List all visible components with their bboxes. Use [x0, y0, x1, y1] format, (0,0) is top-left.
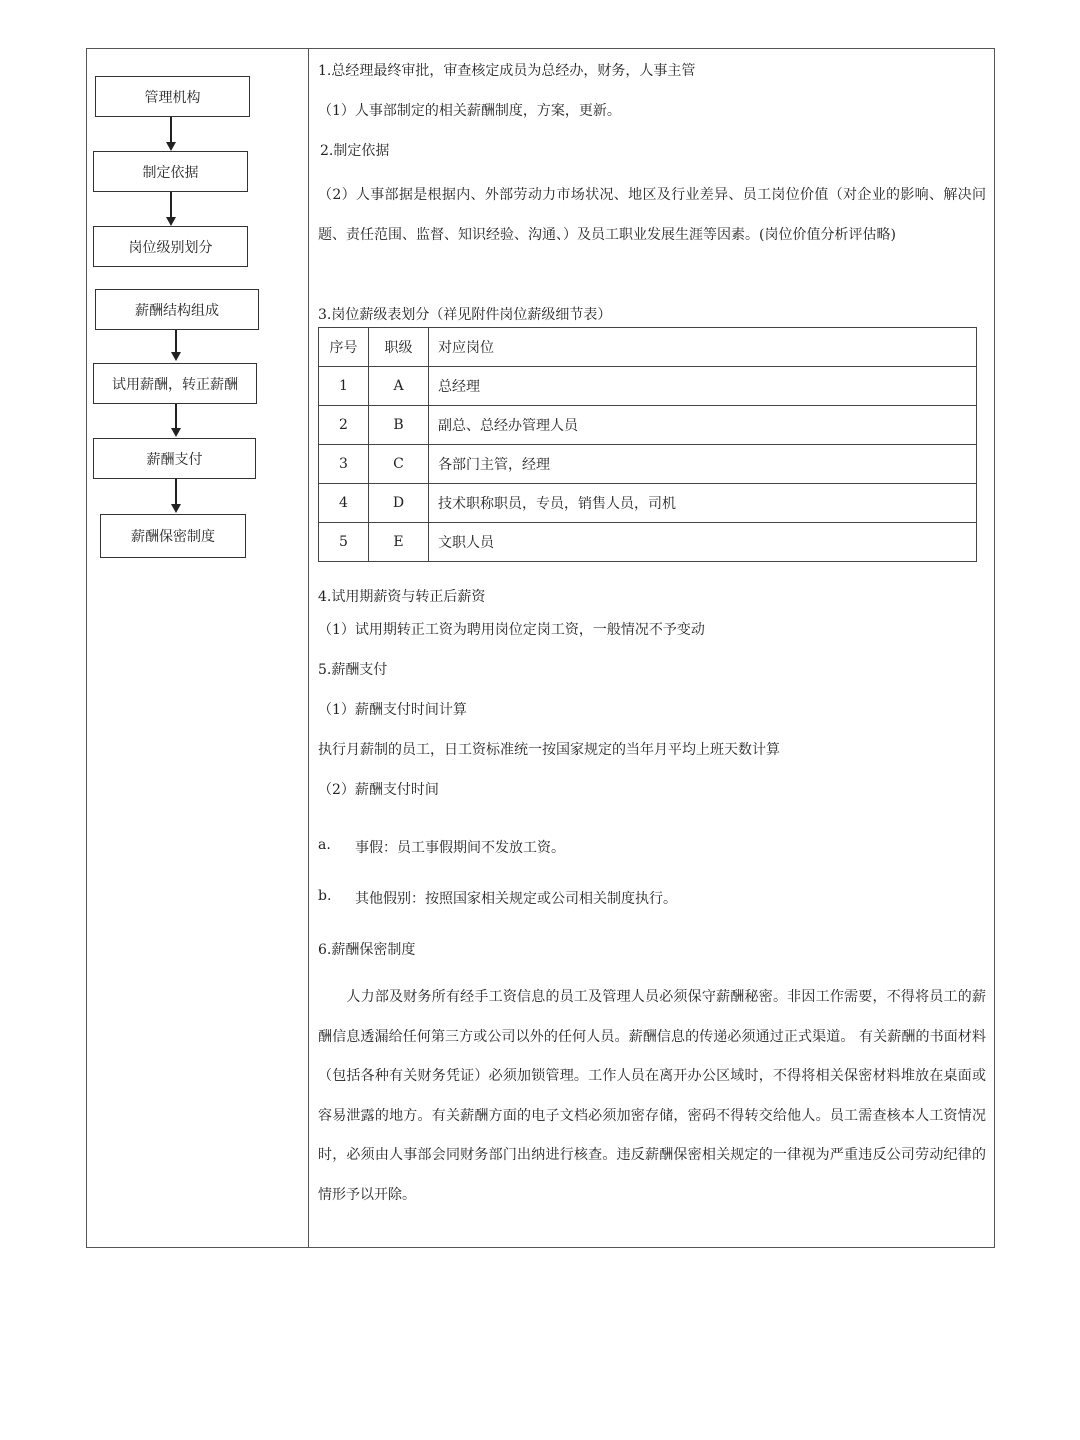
flow-step-confidential: 薪酬保密制度 [100, 514, 246, 558]
table-header-row [319, 328, 977, 367]
table-cell: 5 [319, 523, 369, 562]
table-cell: 总经理 [429, 367, 977, 406]
section-2-heading: 2.制定依据 [320, 143, 390, 159]
table-header-cell: 对应岗位 [429, 328, 977, 367]
table-cell: C [369, 445, 429, 484]
flow-step-probation: 试用薪酬，转正薪酬 [93, 363, 257, 404]
arrow-down-icon [166, 142, 176, 151]
section-5-line-1: （1）薪酬支付时间计算 [318, 702, 467, 718]
flow-step-basis: 制定依据 [93, 151, 248, 192]
table-header-cell: 序号 [319, 328, 369, 367]
section-4-heading: 4.试用期薪资与转正后薪资 [318, 589, 486, 605]
section-6-paragraph: 人力部及财务所有经手工资信息的员工及管理人员必须保守薪酬秘密。非因工作需要，不得将员工的薪酬信息透漏给任何第三方或公司以外的任何人员。薪酬信息的传递必须通过正式渠道。 有关薪酬的书面材料（包括各种有关财务凭证）必须加锁管理。工作人员在离开办公区域时，不得将相关保密材料堆放在桌面或容易泄露的地方。有关薪酬方面的电子文档必须加密存储，密码不得转交给他人。员工需查核本人工资情况时，必须由人事部会同财务部门出纳进行核查。违反薪酬保密相关规定的一律视为严重违反公司劳动纪律的情形予以开除。 [318, 989, 986, 1203]
table-row [319, 445, 977, 484]
section-5-line-2: 执行月薪制的员工，日工资标准统一按国家规定的当年月平均上班天数计算 [318, 742, 780, 758]
table-cell: 技术职称职员，专员，销售人员，司机 [429, 484, 977, 523]
flow-step-level: 岗位级别划分 [93, 226, 248, 267]
list-item-a-text: 事假：员工事假期间不发放工资。 [355, 840, 565, 856]
section-1-line: 1.总经理最终审批，审查核定成员为总经办，财务，人事主管 [318, 63, 696, 79]
table-row [319, 406, 977, 445]
flow-step-structure: 薪酬结构组成 [95, 289, 259, 330]
list-item-b-text: 其他假别：按照国家相关规定或公司相关制度执行。 [355, 891, 677, 907]
table-cell: 文职人员 [429, 523, 977, 562]
table-cell: 各部门主管，经理 [429, 445, 977, 484]
flow-arrow-line [170, 192, 172, 219]
section-2-paragraph: （2）人事部据是根据内、外部劳动力市场状况、地区及行业差异、员工岗位价值（对企业的影响、解决问题、责任范围、监督、知识经验、沟通、）及员工职业发展生涯等因素。(岗位价值分析评估略) [318, 187, 986, 243]
flow-arrow-line [170, 117, 172, 144]
section-4-line: （1）试用期转正工资为聘用岗位定岗工资，一般情况不予变动 [318, 622, 705, 638]
flow-step-payment: 薪酬支付 [93, 438, 256, 479]
table-row [319, 367, 977, 406]
flow-step-management: 管理机构 [95, 76, 250, 117]
table-cell: 3 [319, 445, 369, 484]
section-1-subline: （1）人事部制定的相关薪酬制度，方案，更新。 [318, 103, 621, 119]
list-item-a-marker: a. [318, 837, 331, 853]
table-cell: B [369, 406, 429, 445]
table-cell: 1 [319, 367, 369, 406]
section-3-heading: 3.岗位薪级表划分（祥见附件岗位薪级细节表） [318, 307, 612, 323]
arrow-down-icon [171, 352, 181, 361]
table-cell: 4 [319, 484, 369, 523]
table-cell: 副总、总经办管理人员 [429, 406, 977, 445]
arrow-down-icon [171, 504, 181, 513]
table-cell: A [369, 367, 429, 406]
arrow-down-icon [166, 217, 176, 226]
flow-arrow-line [175, 404, 177, 430]
flow-arrow-line [175, 330, 177, 354]
section-6-heading: 6.薪酬保密制度 [318, 942, 416, 958]
list-item-b-marker: b. [318, 888, 332, 904]
level-table [318, 327, 977, 562]
section-5-heading: 5.薪酬支付 [318, 662, 388, 678]
arrow-down-icon [171, 428, 181, 437]
table-row [319, 484, 977, 523]
table-cell: D [369, 484, 429, 523]
column-divider [308, 48, 309, 1248]
table-row [319, 523, 977, 562]
section-5-line-3: （2）薪酬支付时间 [318, 782, 439, 798]
table-cell: E [369, 523, 429, 562]
table-header-cell: 职级 [369, 328, 429, 367]
table-cell: 2 [319, 406, 369, 445]
flow-arrow-line [175, 479, 177, 506]
